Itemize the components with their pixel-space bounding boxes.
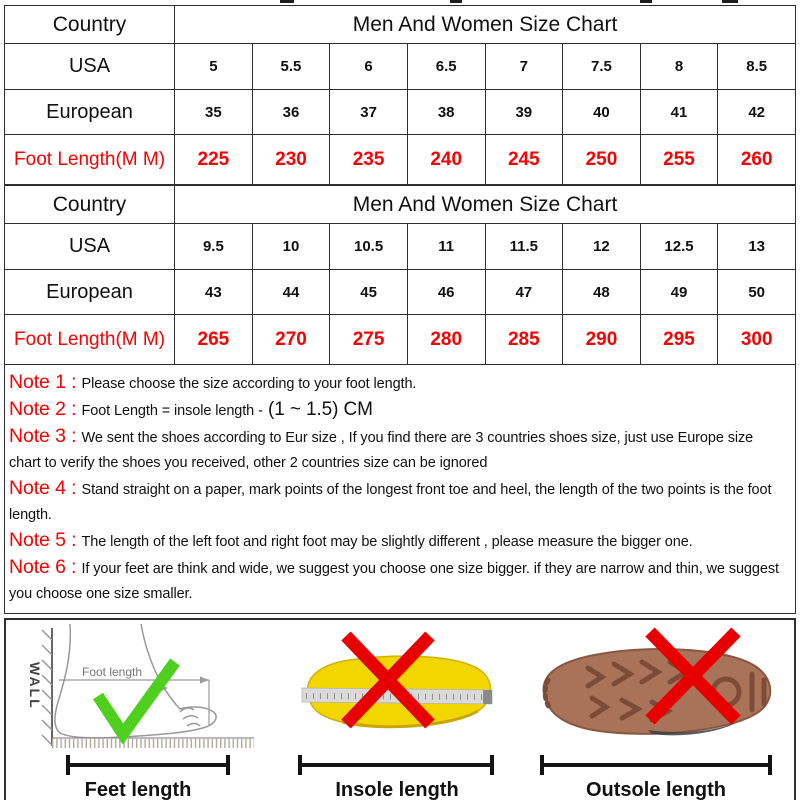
size-value-cell: 225	[175, 135, 253, 185]
size-value-cell: 285	[485, 315, 563, 365]
table-header-row	[5, 186, 796, 224]
insole-illustration	[292, 622, 502, 780]
note-text: We sent the shoes according to Eur size , If you find there are 3 countries shoes size, just use Europe size chart to verify the shoes you received, other 2 countries size can be ignored	[9, 430, 754, 471]
size-value-cell: 270	[252, 315, 330, 365]
size-value-cell: 9.5	[175, 224, 253, 270]
note-label: Note 5 :	[9, 529, 77, 551]
size-row	[5, 135, 796, 185]
table-title-cell: Men And Women Size Chart	[175, 186, 796, 224]
note-big-text: (1 ~ 1.5) CM	[262, 399, 373, 420]
size-tables	[0, 5, 800, 365]
size-row	[5, 270, 796, 315]
size-value-cell: 5	[175, 44, 253, 90]
note-label: Note 4 :	[9, 477, 77, 499]
size-value-cell: 240	[407, 135, 485, 185]
size-value-cell: 8	[640, 44, 718, 90]
row-label-cell: Foot Length(M M)	[5, 135, 175, 185]
outsole-icon	[544, 649, 771, 735]
size-table-1	[4, 5, 796, 185]
crop-mark	[280, 0, 294, 3]
size-value-cell: 38	[407, 90, 485, 135]
row-label-cell: European	[5, 270, 175, 315]
size-value-cell: 46	[407, 270, 485, 315]
row-label-cell: USA	[5, 44, 175, 90]
wall-label: WALL	[27, 662, 43, 710]
table-header-row	[5, 6, 796, 44]
outsole-length-diagram	[530, 622, 782, 800]
note-text: Stand straight on a paper, mark points of the longest front toe and heel, the length of the two points is the foot length.	[9, 482, 772, 523]
size-value-cell: 8.5	[718, 44, 796, 90]
foot-measure-illustration	[12, 622, 264, 780]
note-label: Note 6 :	[9, 556, 77, 578]
note-text: Foot Length = insole length -	[81, 403, 263, 419]
measure-bracket	[300, 755, 492, 775]
size-value-cell: 11.5	[485, 224, 563, 270]
size-value-cell: 7.5	[563, 44, 641, 90]
size-value-cell: 47	[485, 270, 563, 315]
note-4	[9, 476, 787, 528]
size-value-cell: 10.5	[330, 224, 408, 270]
note-1	[9, 370, 787, 397]
size-value-cell: 48	[563, 270, 641, 315]
measure-bracket	[68, 755, 228, 775]
size-row	[5, 90, 796, 135]
size-value-cell: 7	[485, 44, 563, 90]
size-value-cell: 12	[563, 224, 641, 270]
size-value-cell: 280	[407, 315, 485, 365]
size-value-cell: 260	[718, 135, 796, 185]
size-value-cell: 5.5	[252, 44, 330, 90]
note-5	[9, 528, 787, 555]
size-value-cell: 255	[640, 135, 718, 185]
diagram-label: Outsole length	[586, 779, 726, 800]
size-value-cell: 235	[330, 135, 408, 185]
size-value-cell: 13	[718, 224, 796, 270]
note-text: The length of the left foot and right foot may be slightly different , please measure the bigger one.	[81, 534, 693, 550]
size-value-cell: 42	[718, 90, 796, 135]
crop-mark	[450, 0, 462, 3]
country-header-cell: Country	[5, 6, 175, 44]
size-value-cell: 275	[330, 315, 408, 365]
size-value-cell: 36	[252, 90, 330, 135]
size-value-cell: 40	[563, 90, 641, 135]
size-value-cell: 300	[718, 315, 796, 365]
wall-icon	[27, 628, 52, 746]
size-value-cell: 35	[175, 90, 253, 135]
note-label: Note 1 :	[9, 371, 77, 393]
diagram-label: Insole length	[335, 779, 459, 800]
note-text: Please choose the size according to your foot length.	[81, 376, 417, 392]
size-value-cell: 250	[563, 135, 641, 185]
size-value-cell: 230	[252, 135, 330, 185]
crop-mark	[640, 0, 652, 3]
size-row	[5, 315, 796, 365]
note-6	[9, 555, 787, 607]
crop-mark	[722, 0, 738, 3]
size-value-cell: 265	[175, 315, 253, 365]
foot-length-label: Foot length	[82, 665, 143, 679]
note-label: Note 3 :	[9, 425, 77, 447]
row-label-cell: Foot Length(M M)	[5, 315, 175, 365]
note-3	[9, 424, 787, 476]
size-value-cell: 290	[563, 315, 641, 365]
top-crop-artifact	[4, 0, 796, 5]
size-row	[5, 224, 796, 270]
size-value-cell: 50	[718, 270, 796, 315]
row-label-cell: USA	[5, 224, 175, 270]
size-value-cell: 10	[252, 224, 330, 270]
country-header-cell: Country	[5, 186, 175, 224]
row-label-cell: European	[5, 90, 175, 135]
feet-length-diagram	[12, 622, 264, 800]
note-text: If your feet are think and wide, we suggest you choose one size bigger. if they are narrow and thin, we suggest you choose one size smaller.	[9, 561, 779, 602]
measure-bracket	[542, 755, 770, 775]
note-label: Note 2 :	[9, 398, 77, 420]
outsole-illustration	[530, 622, 782, 780]
size-value-cell: 12.5	[640, 224, 718, 270]
size-value-cell: 6	[330, 44, 408, 90]
size-value-cell: 44	[252, 270, 330, 315]
size-value-cell: 6.5	[407, 44, 485, 90]
measurement-diagrams	[4, 618, 796, 800]
size-value-cell: 43	[175, 270, 253, 315]
diagram-label: Feet length	[84, 779, 192, 800]
size-value-cell: 39	[485, 90, 563, 135]
size-value-cell: 37	[330, 90, 408, 135]
size-value-cell: 11	[407, 224, 485, 270]
insole-length-diagram	[292, 622, 502, 800]
notes-section	[4, 365, 796, 614]
size-value-cell: 45	[330, 270, 408, 315]
size-table-2	[4, 185, 796, 365]
size-value-cell: 295	[640, 315, 718, 365]
table-title-cell: Men And Women Size Chart	[175, 6, 796, 44]
size-value-cell: 41	[640, 90, 718, 135]
note-2	[9, 397, 787, 424]
size-row	[5, 44, 796, 90]
size-value-cell: 49	[640, 270, 718, 315]
size-value-cell: 245	[485, 135, 563, 185]
